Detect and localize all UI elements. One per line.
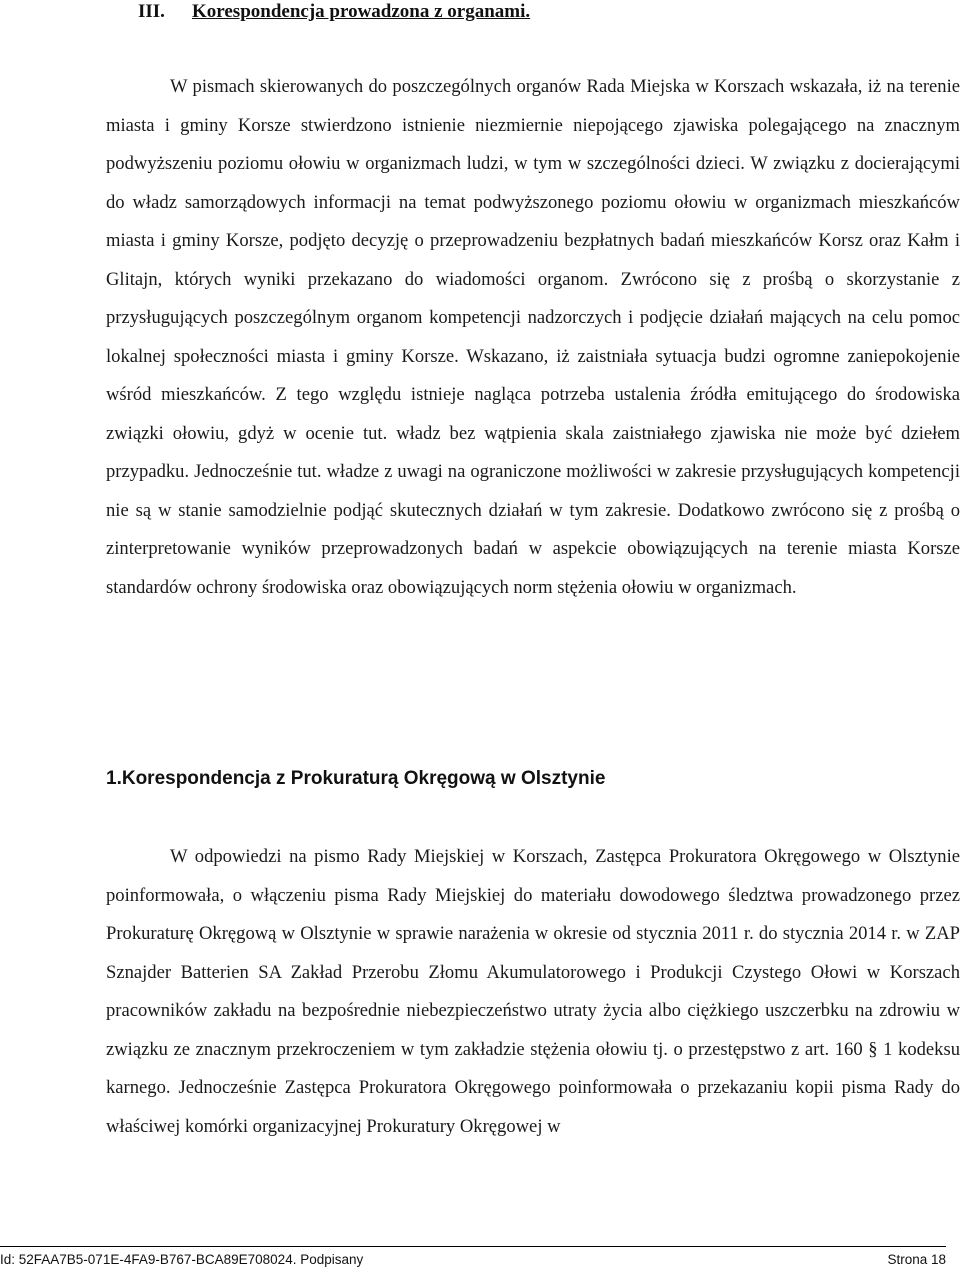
footer-divider [0,1246,946,1247]
body-paragraph: W pismach skierowanych do poszczególnych organów Rada Miejska w Korszach wskazała, iż na terenie miasta i gminy Korsze stwierdzono istnienie niezmiernie niepojącego zjawiska polegającego na znacznym podwyższeniu poziomu ołowiu w organizmach ludzi, w tym w szczególności dzieci. W związku z docierającymi do władz samorządowych informacji na temat podwyższonego poziomu ołowiu w organizmach mieszkańców miasta i gminy Korsze, podjęto decyzję o przeprowadzeniu bezpłatnych badań mieszkańców Korsz oraz Kałm i Glitajn, których wyniki przekazano do wiadomości organom. Zwrócono się z prośbą o skorzystanie z przysługujących poszczególnym organom kompetencji nadzorczych i podjęcie działań mających na celu pomoc lokalnej społeczności miasta i gminy Korsze. Wskazano, iż zaistniała sytuacja budzi ogromne zaniepokojenie wśród mieszkańców. Z tego względu istnieje nagląca potrzeba ustalenia źródła emitującego do środowiska związki ołowiu, gdyż w ocenie tut. władz bez wątpienia skala zaistniałego zjawiska nie może być dziełem przypadku. Jednocześnie tut. władze z uwagi na ograniczone możliwości w zakresie przysługujących kompetencji nie są w stanie samodzielnie podjąć skutecznych działań w tym zakresie. Dodatkowo zwrócono się z prośbą o zinterpretowanie wyników przeprowadzonych badań w aspekcie obowiązujących na terenie miasta Korsze standardów ochrony środowiska oraz obowiązujących norm stężenia ołowiu w organizmach. [106,76,960,598]
body-paragraph: W odpowiedzi na pismo Rady Miejskiej w Korszach, Zastępca Prokuratora Okręgowego w Olsztynie poinformowała, o włączeniu pisma Rady Miejskiej do materiału dowodowego śledztwa prowadzonego przez Prokuraturę Okręgową w Olsztynie w sprawie narażenia w okresie od stycznia 2011 r. do stycznia 2014 r. w ZAP Sznajder Batterien SA Zakład Przerobu Złomu Akumulatorowego i Produkcji Czystego Ołowi w Korszach pracowników zakładu na bezpośrednie niebezpieczeństwo utraty życia albo ciężkiego uszczerbku na zdrowiu w związku ze znacznym przekroczeniem w tym zakładzie stężenia ołowiu tj. o przestępstwo z art. 160 § 1 kodeksu karnego. Jednocześnie Zastępca Prokuratora Okręgowego poinformowała o przekazaniu kopii pisma Rady do właściwej komórki organizacyjnej Prokuratury Okręgowej w [106,846,960,1137]
section-number: III. [138,1,165,22]
footer-document-id: Id: 52FAA7B5-071E-4FA9-B767-BCA89E708024. Podpisany [0,1252,364,1267]
subsection-heading: 1.Korespondencja z Prokuraturą Okręgową w Olsztynie [106,768,606,789]
footer-page-number: Strona 18 [887,1252,946,1267]
section-title: Korespondencja prowadzona z organami. [192,1,531,22]
section-heading [138,0,530,24]
